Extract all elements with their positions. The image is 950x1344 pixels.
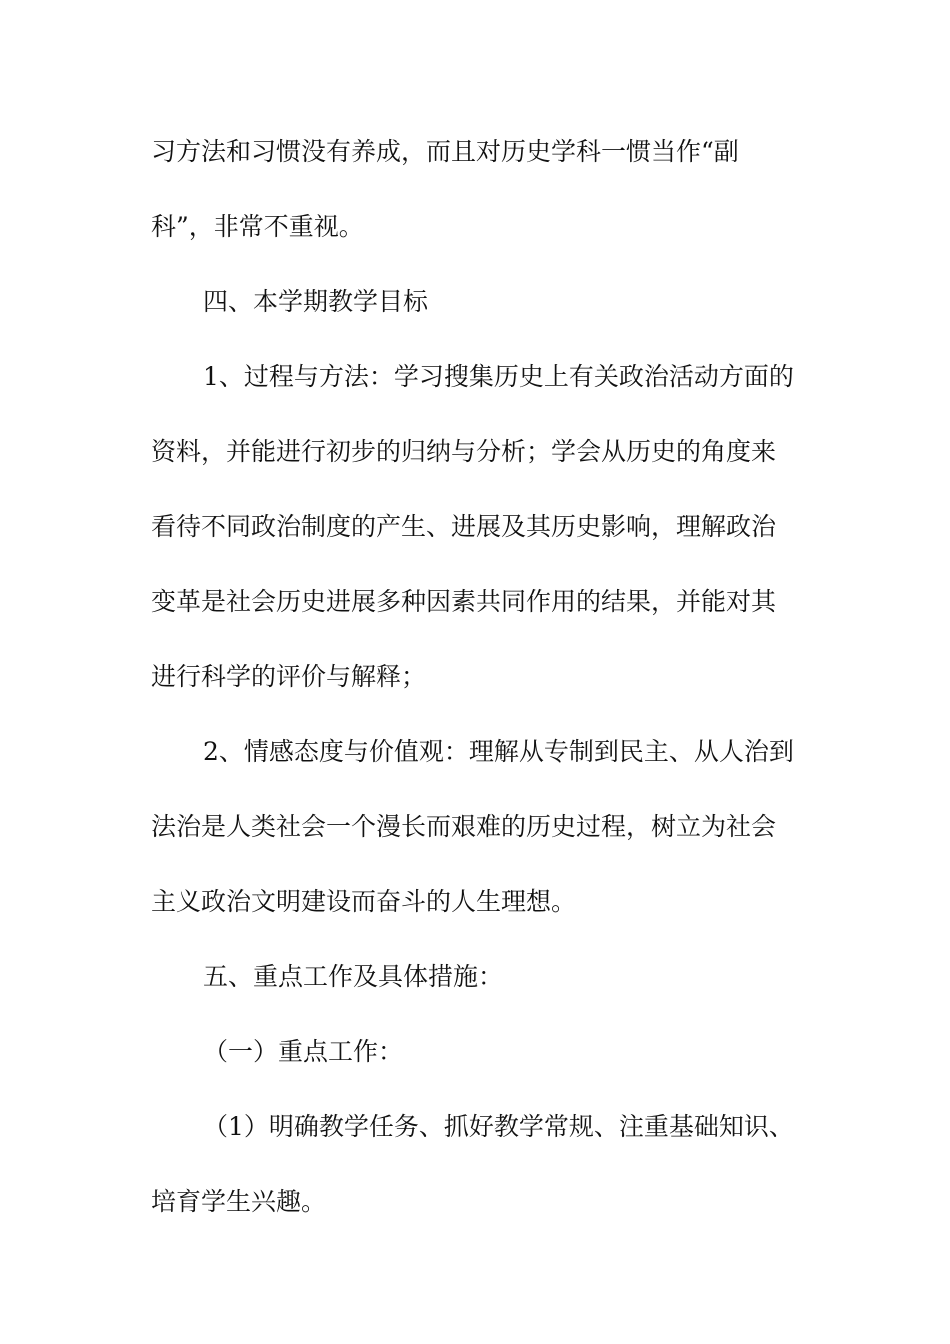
text-line: 看待不同政治制度的产生、进展及其历史影响，理解政治 — [151, 512, 777, 541]
text-line: 科”，非常不重视。 — [151, 212, 364, 241]
text-line: 主义政治文明建设而奋斗的人生理想。 — [151, 887, 577, 916]
text-line: 资料，并能进行初步的归纳与分析；学会从历史的角度来 — [151, 437, 777, 466]
section-heading: 五、重点工作及具体措施： — [203, 962, 504, 991]
text-line: 变革是社会历史进展多种因素共同作用的结果，并能对其 — [151, 587, 777, 616]
text-line: 2、情感态度与价值观：理解从专制到民主、从人治到 — [203, 737, 794, 766]
text-line: 培育学生兴趣。 — [151, 1187, 327, 1216]
subsection-heading: （一）重点工作： — [203, 1037, 404, 1066]
text-line: 习方法和习惯没有养成，而且对历史学科一惯当作“副 — [151, 137, 739, 166]
text-line: 进行科学的评价与解释； — [151, 662, 427, 691]
text-line: 法治是人类社会一个漫长而艰难的历史过程，树立为社会 — [151, 812, 777, 841]
text-line: （1）明确教学任务、抓好教学常规、注重基础知识、 — [203, 1112, 794, 1141]
section-heading: 四、本学期教学目标 — [203, 287, 429, 316]
text-line: 1、过程与方法：学习搜集历史上有关政治活动方面的 — [203, 362, 794, 391]
